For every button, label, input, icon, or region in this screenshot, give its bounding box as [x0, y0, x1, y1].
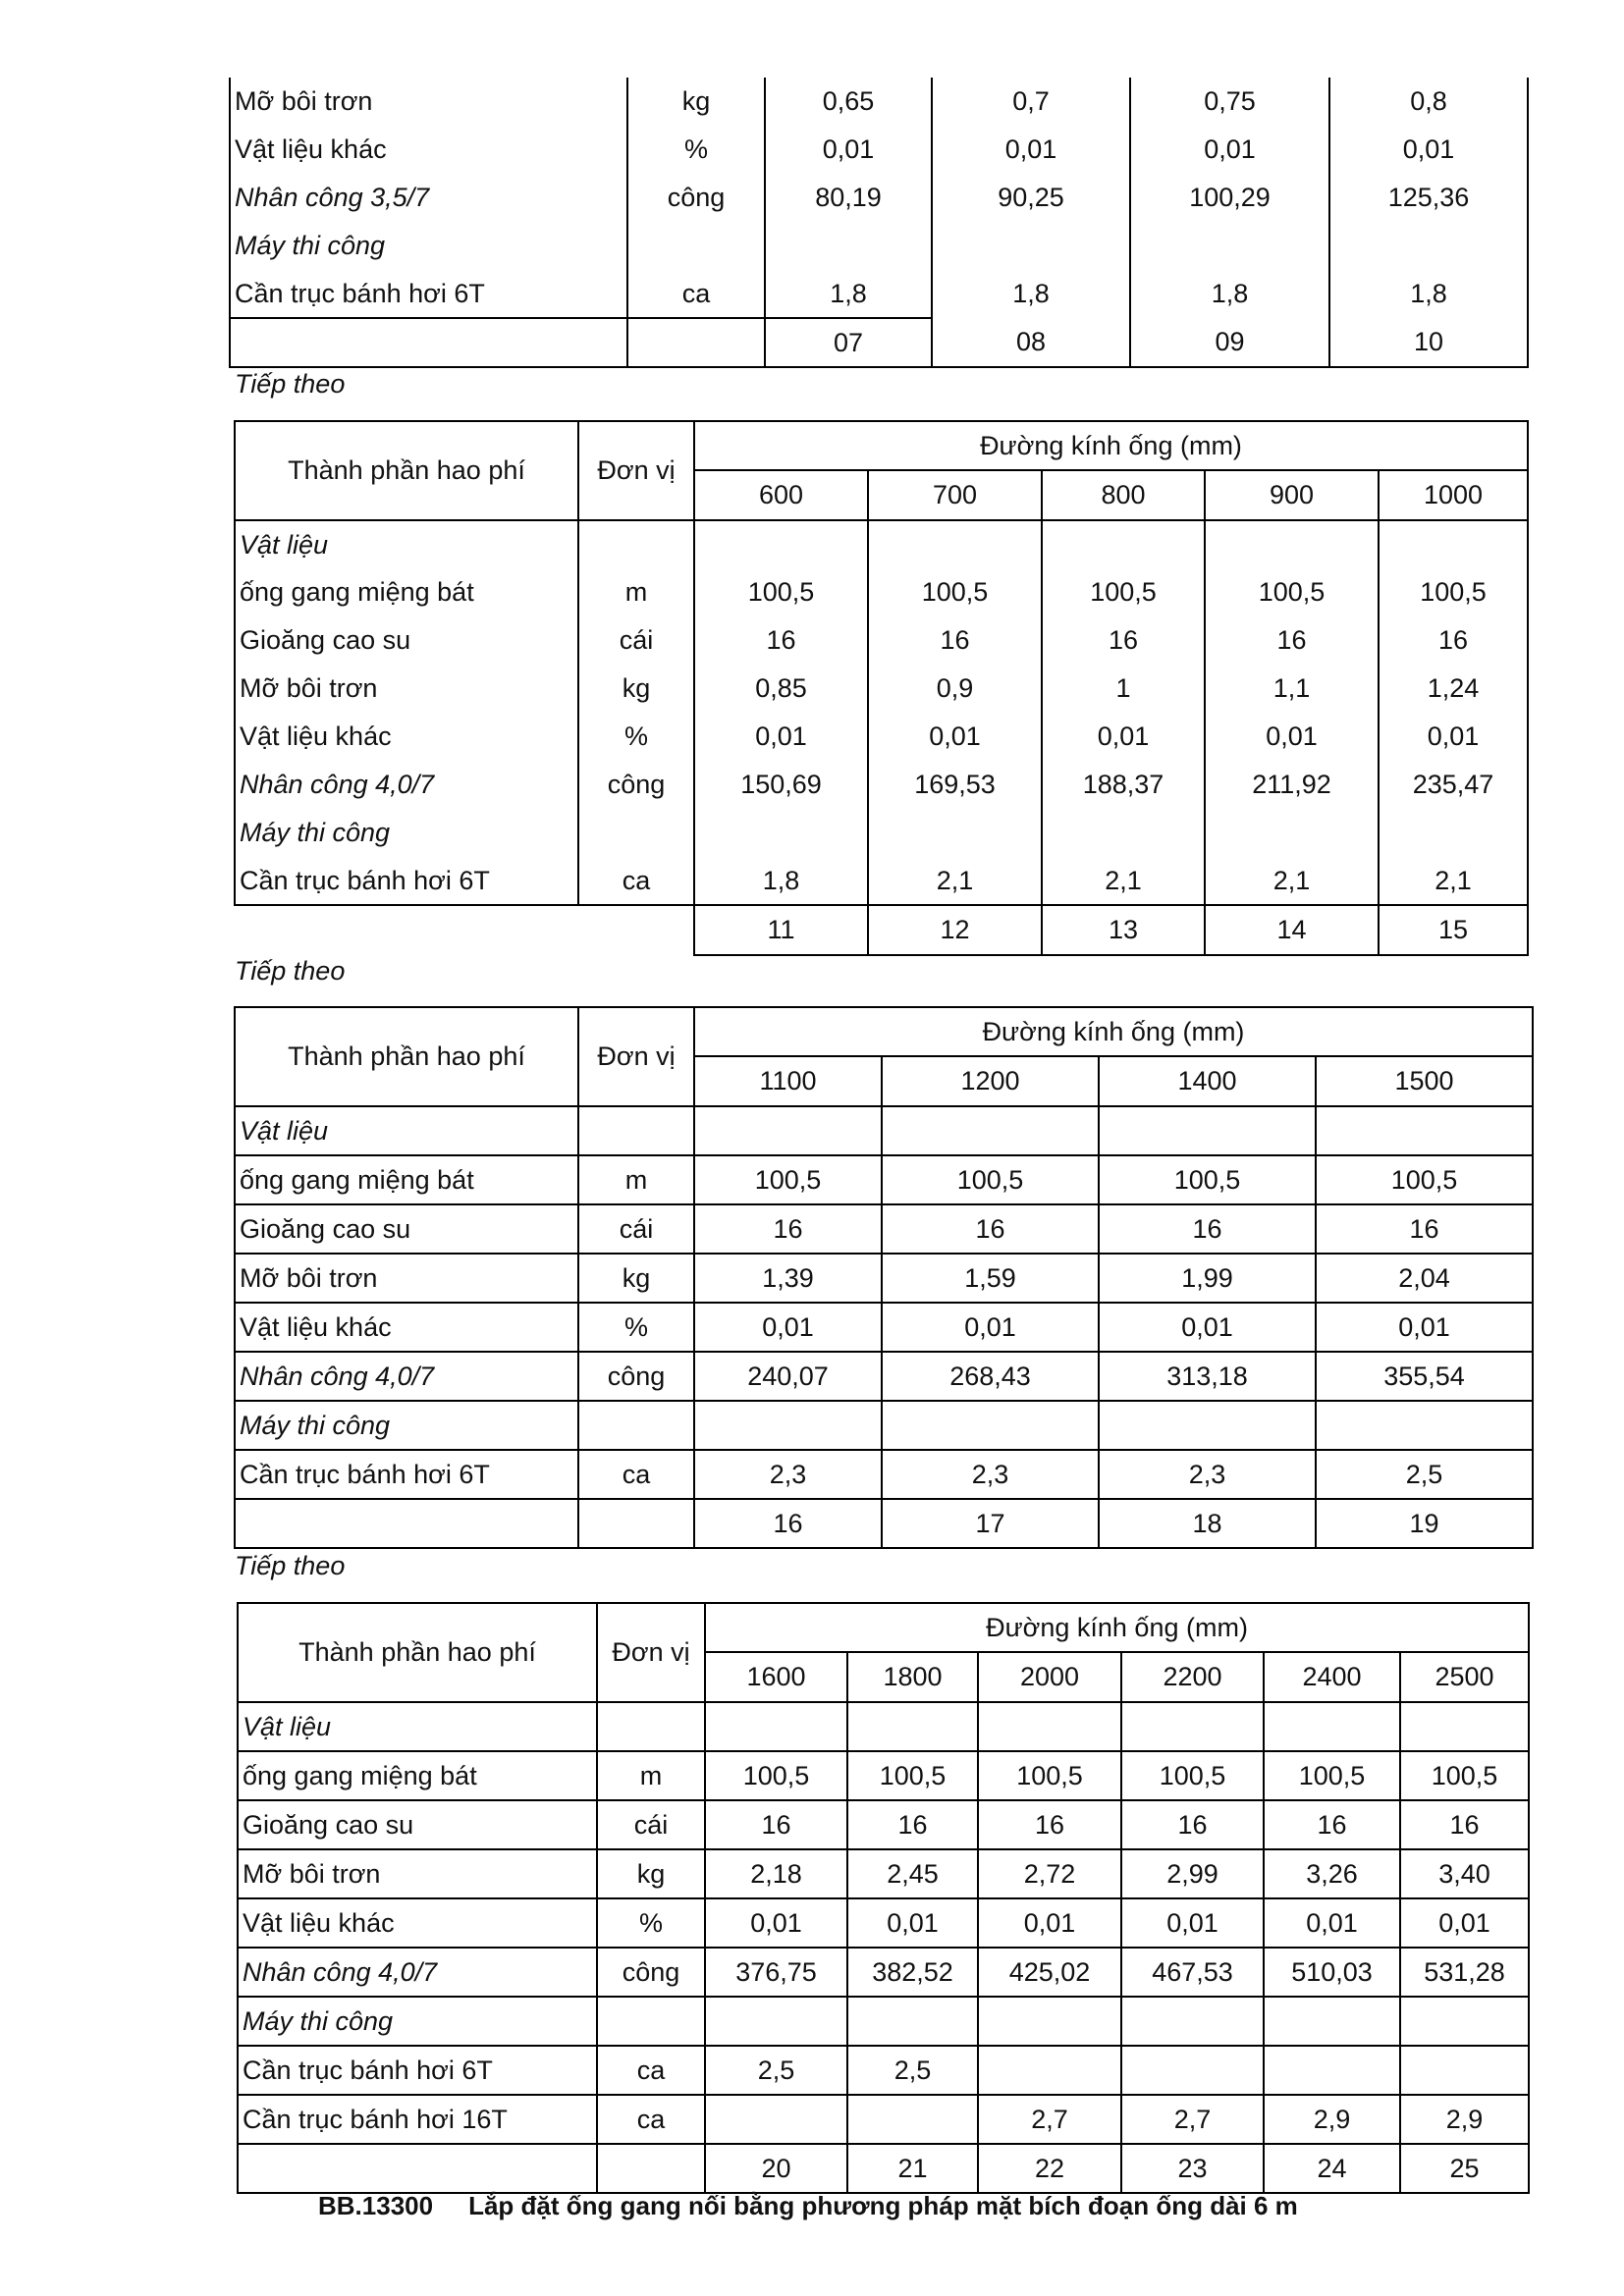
cost-component: Cần trục bánh hơi 6T [238, 2046, 597, 2095]
value-cell: 425,02 [978, 1948, 1121, 1997]
section-title: Lắp đặt ống gang nối bằng phương pháp mặt bích đoạn ống dài 6 m [468, 2191, 1298, 2220]
code-cell: 17 [882, 1499, 1099, 1548]
cost-component: Vật liệu [235, 520, 578, 568]
value-cell [694, 809, 868, 857]
diameter-cell: 1000 [1379, 470, 1528, 520]
value-cell: 16 [1099, 1204, 1316, 1254]
value-cell: 0,85 [694, 665, 868, 713]
diameter-cell: 1400 [1099, 1056, 1316, 1106]
table-row [235, 1450, 1533, 1499]
value-cell: 125,36 [1329, 174, 1528, 222]
value-cell: 100,5 [1400, 1751, 1529, 1800]
value-cell: 1,8 [694, 857, 868, 905]
continued-caption: Tiếp theo [235, 1551, 346, 1580]
value-cell: 100,5 [847, 1751, 978, 1800]
value-cell [882, 1401, 1099, 1450]
diameter-cell: 600 [694, 470, 868, 520]
value-cell [1099, 1106, 1316, 1155]
code-cell: 10 [1329, 318, 1528, 367]
code-cell: 13 [1042, 905, 1205, 955]
cost-component: Mỡ bôi trơn [230, 78, 627, 126]
value-cell: 16 [1316, 1204, 1533, 1254]
unit-cell: ca [597, 2046, 705, 2095]
code-cell: 21 [847, 2144, 978, 2193]
code-row [235, 905, 1528, 955]
value-cell: 0,01 [694, 713, 868, 761]
diameter-cell: 2000 [978, 1652, 1121, 1702]
table-row [235, 568, 1528, 616]
value-cell: 0,01 [1379, 713, 1528, 761]
value-cell [1264, 2046, 1400, 2095]
header-unit: Đơn vị [578, 1007, 694, 1106]
value-cell [1130, 222, 1329, 270]
value-cell: 2,1 [1205, 857, 1379, 905]
cost-component: Gioăng cao su [238, 1800, 597, 1849]
section-code: BB.13300 [318, 2191, 434, 2220]
value-cell: 0,01 [882, 1303, 1099, 1352]
value-cell: 100,5 [882, 1155, 1099, 1204]
table-row [235, 761, 1528, 809]
value-cell [1329, 222, 1528, 270]
code-cell: 20 [705, 2144, 847, 2193]
value-cell [1099, 1401, 1316, 1450]
value-cell: 100,5 [868, 568, 1042, 616]
value-cell: 0,7 [932, 78, 1130, 126]
table-row [238, 1849, 1529, 1898]
unit-cell: m [597, 1751, 705, 1800]
value-cell: 2,04 [1316, 1254, 1533, 1303]
table-row [235, 1204, 1533, 1254]
value-cell: 0,01 [868, 713, 1042, 761]
unit-cell: m [578, 1155, 694, 1204]
value-cell: 16 [1205, 616, 1379, 665]
value-cell: 510,03 [1264, 1948, 1400, 1997]
unit-cell: ca [578, 857, 694, 905]
continued-caption: Tiếp theo [235, 956, 346, 986]
unit-cell: % [597, 1898, 705, 1948]
header-unit: Đơn vị [597, 1603, 705, 1702]
value-cell: 16 [1400, 1800, 1529, 1849]
header-cost-component: Thành phần hao phí [235, 421, 578, 520]
value-cell: 0,01 [1316, 1303, 1533, 1352]
value-cell [705, 2095, 847, 2144]
value-cell: 100,5 [1099, 1155, 1316, 1204]
diameter-cell: 1200 [882, 1056, 1099, 1106]
value-cell: 0,8 [1329, 78, 1528, 126]
value-cell: 1,99 [1099, 1254, 1316, 1303]
table-row [235, 520, 1528, 568]
cost-component: Máy thi công [235, 1401, 578, 1450]
table-row [235, 1401, 1533, 1450]
value-cell: 0,75 [1130, 78, 1329, 126]
value-cell [765, 222, 932, 270]
value-cell: 16 [978, 1800, 1121, 1849]
value-cell: 2,7 [1121, 2095, 1264, 2144]
value-cell: 0,01 [932, 126, 1130, 174]
table-row [238, 1751, 1529, 1800]
table-row [230, 126, 1528, 174]
unit-cell [627, 222, 765, 270]
value-cell: 2,5 [1316, 1450, 1533, 1499]
diameter-cell: 1500 [1316, 1056, 1533, 1106]
value-cell: 16 [694, 616, 868, 665]
header-unit: Đơn vị [578, 421, 694, 520]
unit-cell: công [578, 1352, 694, 1401]
cost-component: Máy thi công [238, 1997, 597, 2046]
value-cell [868, 520, 1042, 568]
table-row [235, 713, 1528, 761]
value-cell [694, 1401, 882, 1450]
value-cell [847, 1997, 978, 2046]
value-cell: 16 [694, 1204, 882, 1254]
table-row [238, 2046, 1529, 2095]
table-row [235, 665, 1528, 713]
code-cell: 18 [1099, 1499, 1316, 1548]
value-cell [847, 2095, 978, 2144]
unit-cell: ca [578, 1450, 694, 1499]
value-cell [1121, 1702, 1264, 1751]
norm-table-1600-2500 [237, 1602, 1530, 2194]
value-cell: 3,40 [1400, 1849, 1529, 1898]
unit-cell: công [627, 174, 765, 222]
unit-cell [578, 1106, 694, 1155]
unit-cell: kg [578, 665, 694, 713]
unit-cell: công [597, 1948, 705, 1997]
table-row [238, 1997, 1529, 2046]
value-cell: 100,5 [705, 1751, 847, 1800]
table-row [230, 222, 1528, 270]
value-cell [1316, 1401, 1533, 1450]
cost-component: Gioăng cao su [235, 616, 578, 665]
value-cell: 2,72 [978, 1849, 1121, 1898]
value-cell: 0,01 [1099, 1303, 1316, 1352]
cost-component: Gioăng cao su [235, 1204, 578, 1254]
value-cell: 531,28 [1400, 1948, 1529, 1997]
cost-component: Máy thi công [230, 222, 627, 270]
table-row [235, 1106, 1533, 1155]
cost-component: Mỡ bôi trơn [235, 1254, 578, 1303]
table-row [238, 1948, 1529, 1997]
diameter-cell: 2200 [1121, 1652, 1264, 1702]
unit-cell: ca [627, 270, 765, 318]
table-row [235, 1254, 1533, 1303]
value-cell: 382,52 [847, 1948, 978, 1997]
value-cell: 0,01 [694, 1303, 882, 1352]
value-cell [978, 1702, 1121, 1751]
unit-cell: cái [578, 1204, 694, 1254]
cost-component: Cần trục bánh hơi 6T [230, 270, 627, 318]
header-pipe-diameter: Đường kính ống (mm) [705, 1603, 1529, 1652]
unit-cell: công [578, 761, 694, 809]
unit-cell: kg [597, 1849, 705, 1898]
cost-component: ống gang miệng bát [235, 568, 578, 616]
value-cell [868, 809, 1042, 857]
code-cell: 11 [694, 905, 868, 955]
value-cell: 1,59 [882, 1254, 1099, 1303]
diameter-cell: 2500 [1400, 1652, 1529, 1702]
code-cell: 15 [1379, 905, 1528, 955]
diameter-cell: 700 [868, 470, 1042, 520]
value-cell [1121, 1997, 1264, 2046]
table-row [235, 1155, 1533, 1204]
value-cell: 16 [847, 1800, 978, 1849]
value-cell [847, 1702, 978, 1751]
value-cell: 235,47 [1379, 761, 1528, 809]
value-cell: 211,92 [1205, 761, 1379, 809]
table-row [238, 1800, 1529, 1849]
code-cell: 16 [694, 1499, 882, 1548]
unit-cell [578, 809, 694, 857]
cost-component: Vật liệu khác [235, 713, 578, 761]
value-cell [1264, 1702, 1400, 1751]
unit-cell [597, 1997, 705, 2046]
value-cell: 2,18 [705, 1849, 847, 1898]
value-cell: 240,07 [694, 1352, 882, 1401]
value-cell [1042, 809, 1205, 857]
code-cell: 24 [1264, 2144, 1400, 2193]
value-cell: 1 [1042, 665, 1205, 713]
value-cell: 2,3 [694, 1450, 882, 1499]
value-cell: 100,5 [1316, 1155, 1533, 1204]
value-cell [694, 1106, 882, 1155]
norm-table-600-1000 [234, 420, 1529, 956]
cost-component: ống gang miệng bát [235, 1155, 578, 1204]
table-row [235, 809, 1528, 857]
value-cell: 16 [1121, 1800, 1264, 1849]
value-cell: 1,24 [1379, 665, 1528, 713]
diameter-cell: 2400 [1264, 1652, 1400, 1702]
value-cell: 2,45 [847, 1849, 978, 1898]
unit-cell: kg [578, 1254, 694, 1303]
header-cost-component: Thành phần hao phí [238, 1603, 597, 1702]
value-cell: 0,01 [1264, 1898, 1400, 1948]
value-cell: 2,3 [882, 1450, 1099, 1499]
diameter-cell: 1100 [694, 1056, 882, 1106]
code-row [238, 2144, 1529, 2193]
code-cell: 14 [1205, 905, 1379, 955]
value-cell: 16 [882, 1204, 1099, 1254]
value-cell: 3,26 [1264, 1849, 1400, 1898]
value-cell: 100,5 [694, 1155, 882, 1204]
value-cell: 100,5 [1042, 568, 1205, 616]
value-cell: 90,25 [932, 174, 1130, 222]
value-cell: 0,01 [847, 1898, 978, 1948]
value-cell: 1,8 [932, 270, 1130, 318]
value-cell [978, 1997, 1121, 2046]
value-cell [705, 1702, 847, 1751]
continued-caption: Tiếp theo [235, 369, 346, 399]
value-cell: 1,8 [1130, 270, 1329, 318]
value-cell [932, 222, 1130, 270]
value-cell: 2,3 [1099, 1450, 1316, 1499]
value-cell: 0,01 [1130, 126, 1329, 174]
table-row [235, 1352, 1533, 1401]
value-cell [978, 2046, 1121, 2095]
code-cell: 08 [932, 318, 1130, 367]
cost-component: Mỡ bôi trơn [235, 665, 578, 713]
diameter-cell: 1800 [847, 1652, 978, 1702]
cost-component: Cần trục bánh hơi 6T [235, 1450, 578, 1499]
unit-cell: m [578, 568, 694, 616]
value-cell: 1,8 [765, 270, 932, 318]
diameter-cell: 1600 [705, 1652, 847, 1702]
value-cell: 2,1 [1042, 857, 1205, 905]
unit-cell: cái [578, 616, 694, 665]
value-cell [705, 1997, 847, 2046]
value-cell [1316, 1106, 1533, 1155]
code-cell: 25 [1400, 2144, 1529, 2193]
table-row [230, 78, 1528, 126]
value-cell: 2,9 [1400, 2095, 1529, 2144]
value-cell: 0,65 [765, 78, 932, 126]
value-cell [1379, 809, 1528, 857]
diameter-cell: 800 [1042, 470, 1205, 520]
unit-cell [597, 1702, 705, 1751]
cost-component: Vật liệu [235, 1106, 578, 1155]
header-pipe-diameter: Đường kính ống (mm) [694, 1007, 1533, 1056]
value-cell [1400, 2046, 1529, 2095]
cost-component: Cần trục bánh hơi 16T [238, 2095, 597, 2144]
cost-component: ống gang miệng bát [238, 1751, 597, 1800]
value-cell [1400, 1997, 1529, 2046]
unit-cell: kg [627, 78, 765, 126]
value-cell: 0,9 [868, 665, 1042, 713]
cost-component: Nhân công 4,0/7 [235, 1352, 578, 1401]
value-cell: 0,01 [1205, 713, 1379, 761]
header-pipe-diameter: Đường kính ống (mm) [694, 421, 1528, 470]
cost-component: Cần trục bánh hơi 6T [235, 857, 578, 905]
value-cell: 100,5 [1121, 1751, 1264, 1800]
table-row [238, 1898, 1529, 1948]
value-cell: 0,01 [1121, 1898, 1264, 1948]
code-row [235, 1499, 1533, 1548]
value-cell: 16 [868, 616, 1042, 665]
code-row [230, 318, 1528, 367]
value-cell: 100,29 [1130, 174, 1329, 222]
value-cell: 2,9 [1264, 2095, 1400, 2144]
value-cell: 1,1 [1205, 665, 1379, 713]
value-cell [1379, 520, 1528, 568]
value-cell: 169,53 [868, 761, 1042, 809]
value-cell: 100,5 [978, 1751, 1121, 1800]
value-cell: 0,01 [1329, 126, 1528, 174]
unit-cell [578, 1401, 694, 1450]
value-cell: 0,01 [1042, 713, 1205, 761]
unit-cell: % [578, 1303, 694, 1352]
value-cell [1205, 520, 1379, 568]
value-cell [1400, 1702, 1529, 1751]
value-cell: 268,43 [882, 1352, 1099, 1401]
norm-table-continued [229, 78, 1529, 368]
table-row [235, 857, 1528, 905]
unit-cell: % [578, 713, 694, 761]
value-cell [1264, 1997, 1400, 2046]
value-cell: 355,54 [1316, 1352, 1533, 1401]
unit-cell: cái [597, 1800, 705, 1849]
value-cell: 1,8 [1329, 270, 1528, 318]
cost-component: Mỡ bôi trơn [238, 1849, 597, 1898]
value-cell [694, 520, 868, 568]
header-cost-component: Thành phần hao phí [235, 1007, 578, 1106]
code-cell: 12 [868, 905, 1042, 955]
table-row [238, 2095, 1529, 2144]
cost-component: Nhân công 3,5/7 [230, 174, 627, 222]
diameter-cell: 900 [1205, 470, 1379, 520]
table-row [235, 1303, 1533, 1352]
value-cell: 16 [1264, 1800, 1400, 1849]
value-cell: 150,69 [694, 761, 868, 809]
value-cell: 2,99 [1121, 1849, 1264, 1898]
value-cell: 16 [705, 1800, 847, 1849]
cost-component: Vật liệu [238, 1702, 597, 1751]
norm-table-1100-1500 [234, 1006, 1534, 1549]
value-cell: 376,75 [705, 1948, 847, 1997]
value-cell: 100,5 [1379, 568, 1528, 616]
table-row [230, 270, 1528, 318]
value-cell: 100,5 [1205, 568, 1379, 616]
value-cell: 100,5 [1264, 1751, 1400, 1800]
code-cell: 07 [765, 318, 932, 367]
cost-component: Vật liệu khác [235, 1303, 578, 1352]
value-cell: 1,39 [694, 1254, 882, 1303]
cost-component: Nhân công 4,0/7 [235, 761, 578, 809]
code-cell: 23 [1121, 2144, 1264, 2193]
value-cell: 16 [1042, 616, 1205, 665]
code-cell: 09 [1130, 318, 1329, 367]
cost-component: Nhân công 4,0/7 [238, 1948, 597, 1997]
value-cell: 0,01 [1400, 1898, 1529, 1948]
code-cell: 22 [978, 2144, 1121, 2193]
value-cell: 467,53 [1121, 1948, 1264, 1997]
unit-cell [578, 520, 694, 568]
table-row [230, 174, 1528, 222]
cost-component: Máy thi công [235, 809, 578, 857]
value-cell [1042, 520, 1205, 568]
value-cell: 0,01 [705, 1898, 847, 1948]
value-cell: 2,5 [847, 2046, 978, 2095]
value-cell: 313,18 [1099, 1352, 1316, 1401]
value-cell: 2,1 [1379, 857, 1528, 905]
section-heading [318, 2191, 1298, 2221]
value-cell: 100,5 [694, 568, 868, 616]
unit-cell: ca [597, 2095, 705, 2144]
value-cell [1121, 2046, 1264, 2095]
value-cell: 80,19 [765, 174, 932, 222]
value-cell: 2,5 [705, 2046, 847, 2095]
unit-cell: % [627, 126, 765, 174]
value-cell [882, 1106, 1099, 1155]
value-cell: 16 [1379, 616, 1528, 665]
value-cell: 2,7 [978, 2095, 1121, 2144]
value-cell: 2,1 [868, 857, 1042, 905]
code-cell: 19 [1316, 1499, 1533, 1548]
table-row [235, 616, 1528, 665]
value-cell [1205, 809, 1379, 857]
cost-component: Vật liệu khác [230, 126, 627, 174]
cost-component: Vật liệu khác [238, 1898, 597, 1948]
table-row [238, 1702, 1529, 1751]
value-cell: 0,01 [978, 1898, 1121, 1948]
value-cell: 188,37 [1042, 761, 1205, 809]
value-cell: 0,01 [765, 126, 932, 174]
